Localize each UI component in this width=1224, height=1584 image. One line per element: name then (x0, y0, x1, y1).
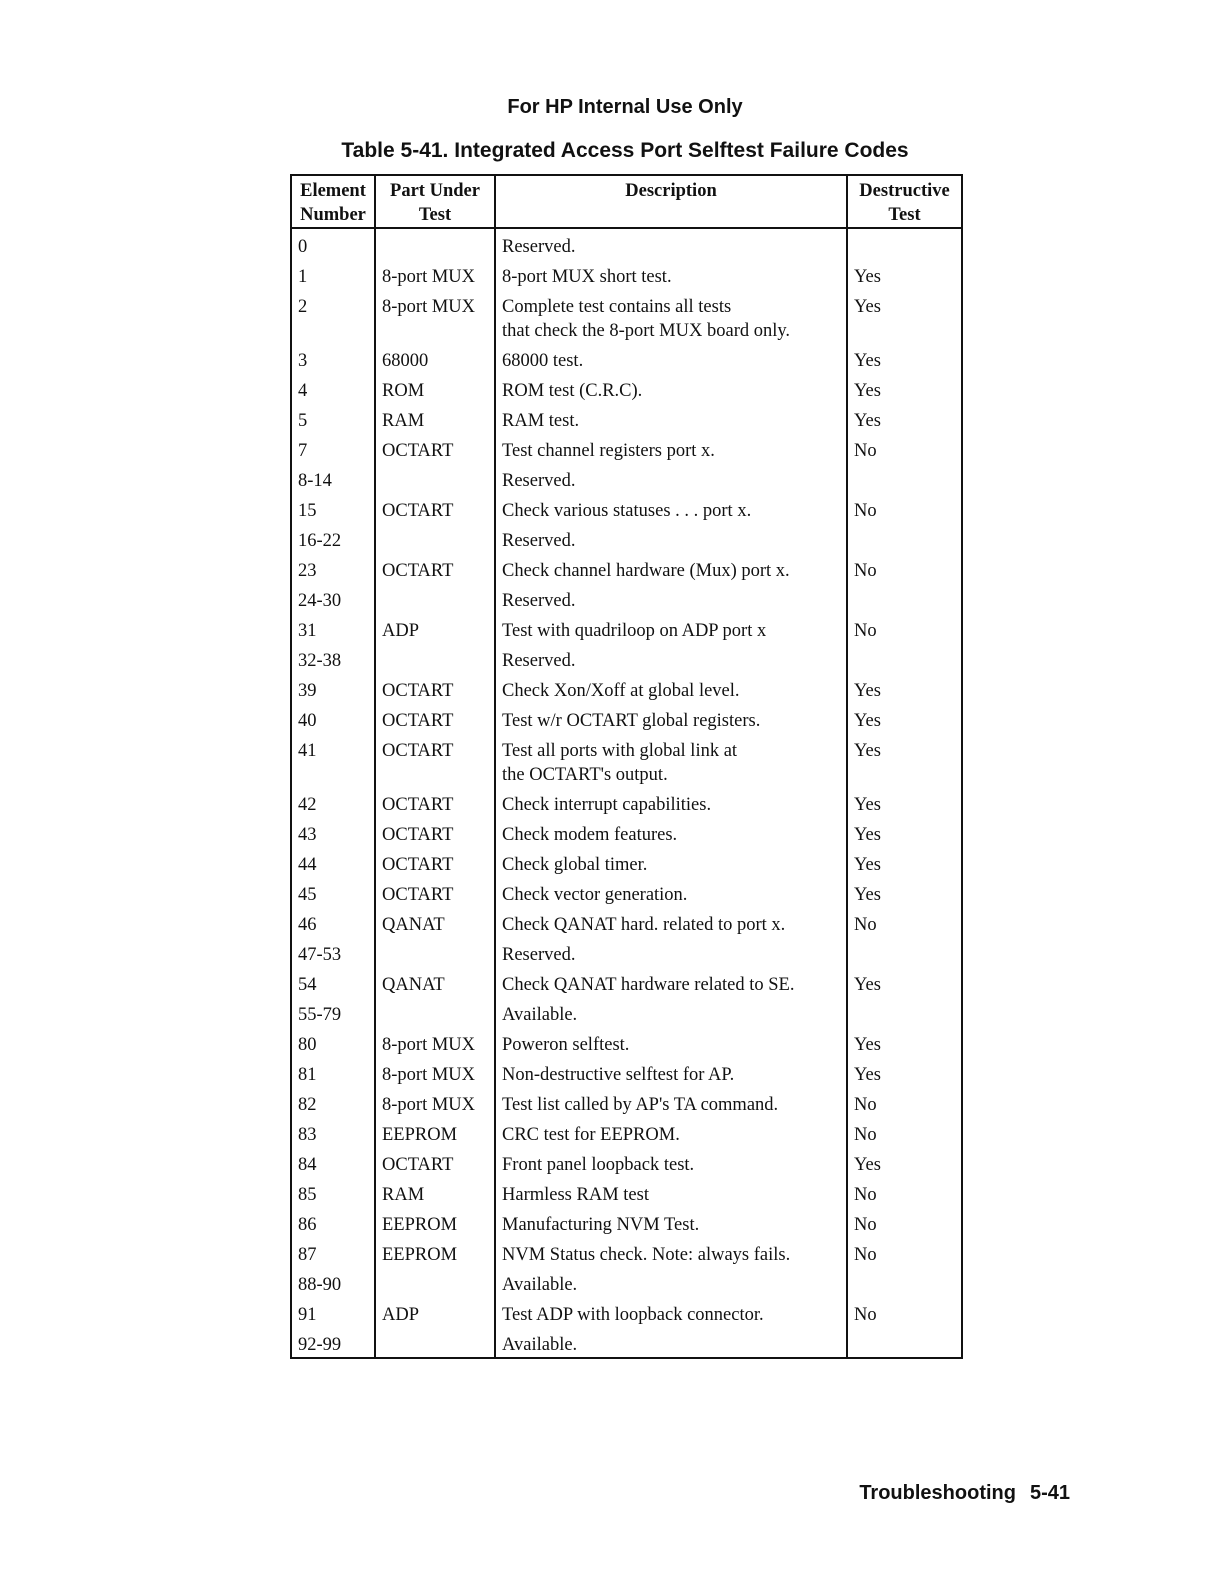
cell-description: Check QANAT hardware related to SE. (495, 967, 847, 997)
cell-part-under-test: OCTART (375, 433, 495, 463)
cell-part-under-test (375, 937, 495, 967)
cell-description: Check global timer. (495, 847, 847, 877)
table-row (291, 403, 962, 433)
cell-part-under-test: 8-port MUX (375, 1027, 495, 1057)
table-row (291, 937, 962, 967)
cell-description: Reserved. (495, 228, 847, 259)
cell-destructive-test: Yes (847, 343, 962, 373)
cell-destructive-test (847, 463, 962, 493)
cell-part-under-test: EEPROM (375, 1207, 495, 1237)
cell-part-under-test (375, 1267, 495, 1297)
table-row (291, 907, 962, 937)
table-row (291, 1327, 962, 1358)
cell-element-number: 2 (291, 289, 375, 343)
cell-description: NVM Status check. Note: always fails. (495, 1237, 847, 1267)
cell-destructive-test: No (847, 1207, 962, 1237)
cell-description: Reserved. (495, 643, 847, 673)
cell-destructive-test: Yes (847, 289, 962, 343)
cell-element-number: 39 (291, 673, 375, 703)
table-row (291, 1297, 962, 1327)
table-row (291, 847, 962, 877)
page-footer (859, 1480, 1070, 1506)
cell-description: 8-port MUX short test. (495, 259, 847, 289)
column-header-part-under-test: Part Under Test (375, 175, 495, 228)
table-row (291, 583, 962, 613)
table-row (291, 643, 962, 673)
cell-element-number: 4 (291, 373, 375, 403)
cell-part-under-test: OCTART (375, 733, 495, 787)
cell-part-under-test: 8-port MUX (375, 1087, 495, 1117)
cell-description: Test with quadriloop on ADP port x (495, 613, 847, 643)
cell-description: Check interrupt capabilities. (495, 787, 847, 817)
cell-part-under-test: EEPROM (375, 1117, 495, 1147)
cell-destructive-test: No (847, 1117, 962, 1147)
cell-element-number: 3 (291, 343, 375, 373)
cell-description: Complete test contains all tests that check the 8-port MUX board only. (495, 289, 847, 343)
cell-element-number: 40 (291, 703, 375, 733)
cell-part-under-test: QANAT (375, 967, 495, 997)
cell-destructive-test: No (847, 907, 962, 937)
cell-part-under-test: 68000 (375, 343, 495, 373)
cell-part-under-test: OCTART (375, 553, 495, 583)
cell-destructive-test: Yes (847, 403, 962, 433)
cell-destructive-test: Yes (847, 259, 962, 289)
cell-description: Available. (495, 1327, 847, 1358)
table-row (291, 343, 962, 373)
failure-codes-table-container (290, 174, 961, 1359)
cell-part-under-test: 8-port MUX (375, 1057, 495, 1087)
cell-element-number: 43 (291, 817, 375, 847)
cell-destructive-test (847, 1327, 962, 1358)
cell-element-number: 81 (291, 1057, 375, 1087)
cell-element-number: 91 (291, 1297, 375, 1327)
cell-element-number: 32-38 (291, 643, 375, 673)
cell-element-number: 92-99 (291, 1327, 375, 1358)
cell-destructive-test: No (847, 1237, 962, 1267)
cell-element-number: 80 (291, 1027, 375, 1057)
cell-destructive-test (847, 583, 962, 613)
table-row (291, 553, 962, 583)
cell-element-number: 0 (291, 228, 375, 259)
cell-element-number: 45 (291, 877, 375, 907)
table-row (291, 259, 962, 289)
cell-part-under-test: RAM (375, 1177, 495, 1207)
table-row (291, 1237, 962, 1267)
cell-destructive-test: Yes (847, 1057, 962, 1087)
cell-description: Check Xon/Xoff at global level. (495, 673, 847, 703)
table-row (291, 463, 962, 493)
cell-part-under-test: OCTART (375, 673, 495, 703)
cell-element-number: 24-30 (291, 583, 375, 613)
cell-element-number: 83 (291, 1117, 375, 1147)
cell-part-under-test (375, 523, 495, 553)
cell-element-number: 47-53 (291, 937, 375, 967)
cell-part-under-test: OCTART (375, 817, 495, 847)
table-row (291, 1087, 962, 1117)
cell-element-number: 84 (291, 1147, 375, 1177)
table-row (291, 433, 962, 463)
table-row (291, 1117, 962, 1147)
cell-description: Check QANAT hard. related to port x. (495, 907, 847, 937)
table-title: Table 5-41. Integrated Access Port Selftest Failure Codes (341, 139, 909, 162)
cell-destructive-test (847, 523, 962, 553)
cell-part-under-test (375, 997, 495, 1027)
table-row (291, 1207, 962, 1237)
table-row (291, 733, 962, 787)
page-number: 5-41 (1029, 1482, 1070, 1504)
cell-description: Test w/r OCTART global registers. (495, 703, 847, 733)
cell-destructive-test: Yes (847, 673, 962, 703)
cell-part-under-test (375, 1327, 495, 1358)
cell-part-under-test (375, 463, 495, 493)
cell-description: Front panel loopback test. (495, 1147, 847, 1177)
table-row (291, 703, 962, 733)
table-row (291, 673, 962, 703)
cell-destructive-test (847, 228, 962, 259)
cell-element-number: 85 (291, 1177, 375, 1207)
cell-part-under-test: ADP (375, 1297, 495, 1327)
table-header-row (291, 175, 962, 228)
cell-element-number: 86 (291, 1207, 375, 1237)
table-row (291, 228, 962, 259)
cell-description: RAM test. (495, 403, 847, 433)
cell-destructive-test (847, 1267, 962, 1297)
cell-part-under-test: OCTART (375, 493, 495, 523)
cell-description: Check various statuses . . . port x. (495, 493, 847, 523)
cell-part-under-test: OCTART (375, 877, 495, 907)
table-row (291, 1147, 962, 1177)
cell-destructive-test: No (847, 433, 962, 463)
cell-part-under-test: OCTART (375, 787, 495, 817)
cell-element-number: 42 (291, 787, 375, 817)
cell-description: Check modem features. (495, 817, 847, 847)
cell-part-under-test: 8-port MUX (375, 289, 495, 343)
cell-part-under-test: OCTART (375, 703, 495, 733)
cell-element-number: 44 (291, 847, 375, 877)
table-row (291, 1267, 962, 1297)
cell-destructive-test: Yes (847, 967, 962, 997)
cell-destructive-test: No (847, 1177, 962, 1207)
cell-element-number: 31 (291, 613, 375, 643)
cell-description: Manufacturing NVM Test. (495, 1207, 847, 1237)
cell-destructive-test (847, 997, 962, 1027)
cell-description: Poweron selftest. (495, 1027, 847, 1057)
cell-element-number: 15 (291, 493, 375, 523)
table-row (291, 1027, 962, 1057)
column-header-description: Description (495, 175, 847, 228)
cell-destructive-test: Yes (847, 817, 962, 847)
cell-description: Available. (495, 997, 847, 1027)
cell-description: Test all ports with global link at the OCTART's output. (495, 733, 847, 787)
cell-destructive-test: No (847, 493, 962, 523)
cell-destructive-test: Yes (847, 877, 962, 907)
cell-description: Check channel hardware (Mux) port x. (495, 553, 847, 583)
cell-element-number: 1 (291, 259, 375, 289)
cell-destructive-test: Yes (847, 373, 962, 403)
footer-section-title: Troubleshooting (859, 1482, 1016, 1504)
cell-part-under-test: RAM (375, 403, 495, 433)
cell-description: Test list called by AP's TA command. (495, 1087, 847, 1117)
cell-element-number: 46 (291, 907, 375, 937)
table-row (291, 997, 962, 1027)
failure-codes-table (290, 174, 963, 1359)
cell-part-under-test: EEPROM (375, 1237, 495, 1267)
internal-use-notice: For HP Internal Use Only (507, 96, 743, 118)
cell-element-number: 55-79 (291, 997, 375, 1027)
cell-element-number: 82 (291, 1087, 375, 1117)
cell-description: Available. (495, 1267, 847, 1297)
table-row (291, 877, 962, 907)
cell-element-number: 87 (291, 1237, 375, 1267)
cell-destructive-test: Yes (847, 1027, 962, 1057)
cell-element-number: 7 (291, 433, 375, 463)
cell-part-under-test: QANAT (375, 907, 495, 937)
cell-destructive-test: No (847, 1297, 962, 1327)
table-row (291, 817, 962, 847)
column-header-destructive-test: Destructive Test (847, 175, 962, 228)
cell-part-under-test: OCTART (375, 847, 495, 877)
cell-description: CRC test for EEPROM. (495, 1117, 847, 1147)
table-row (291, 1177, 962, 1207)
cell-description: Reserved. (495, 463, 847, 493)
cell-description: Check vector generation. (495, 877, 847, 907)
table-row (291, 493, 962, 523)
table-row (291, 289, 962, 343)
cell-destructive-test: Yes (847, 847, 962, 877)
column-header-element-number: Element Number (291, 175, 375, 228)
cell-description: Reserved. (495, 937, 847, 967)
cell-element-number: 8-14 (291, 463, 375, 493)
cell-part-under-test: ADP (375, 613, 495, 643)
cell-destructive-test: Yes (847, 733, 962, 787)
cell-description: Non-destructive selftest for AP. (495, 1057, 847, 1087)
cell-part-under-test: ROM (375, 373, 495, 403)
cell-description: Reserved. (495, 523, 847, 553)
cell-destructive-test: No (847, 613, 962, 643)
cell-part-under-test (375, 643, 495, 673)
cell-part-under-test (375, 583, 495, 613)
table-row (291, 1057, 962, 1087)
cell-description: Test ADP with loopback connector. (495, 1297, 847, 1327)
cell-element-number: 54 (291, 967, 375, 997)
cell-destructive-test: Yes (847, 703, 962, 733)
cell-description: 68000 test. (495, 343, 847, 373)
table-row (291, 613, 962, 643)
table-body (291, 228, 962, 1358)
table-row (291, 373, 962, 403)
table-row (291, 523, 962, 553)
cell-description: Harmless RAM test (495, 1177, 847, 1207)
cell-destructive-test: Yes (847, 1147, 962, 1177)
cell-element-number: 5 (291, 403, 375, 433)
cell-part-under-test (375, 228, 495, 259)
cell-destructive-test (847, 937, 962, 967)
cell-element-number: 88-90 (291, 1267, 375, 1297)
cell-part-under-test: OCTART (375, 1147, 495, 1177)
cell-element-number: 41 (291, 733, 375, 787)
cell-element-number: 23 (291, 553, 375, 583)
table-row (291, 967, 962, 997)
cell-destructive-test (847, 643, 962, 673)
cell-description: ROM test (C.R.C). (495, 373, 847, 403)
cell-part-under-test: 8-port MUX (375, 259, 495, 289)
cell-description: Reserved. (495, 583, 847, 613)
table-row (291, 787, 962, 817)
cell-description: Test channel registers port x. (495, 433, 847, 463)
cell-element-number: 16-22 (291, 523, 375, 553)
cell-destructive-test: No (847, 1087, 962, 1117)
cell-destructive-test: No (847, 553, 962, 583)
cell-destructive-test: Yes (847, 787, 962, 817)
